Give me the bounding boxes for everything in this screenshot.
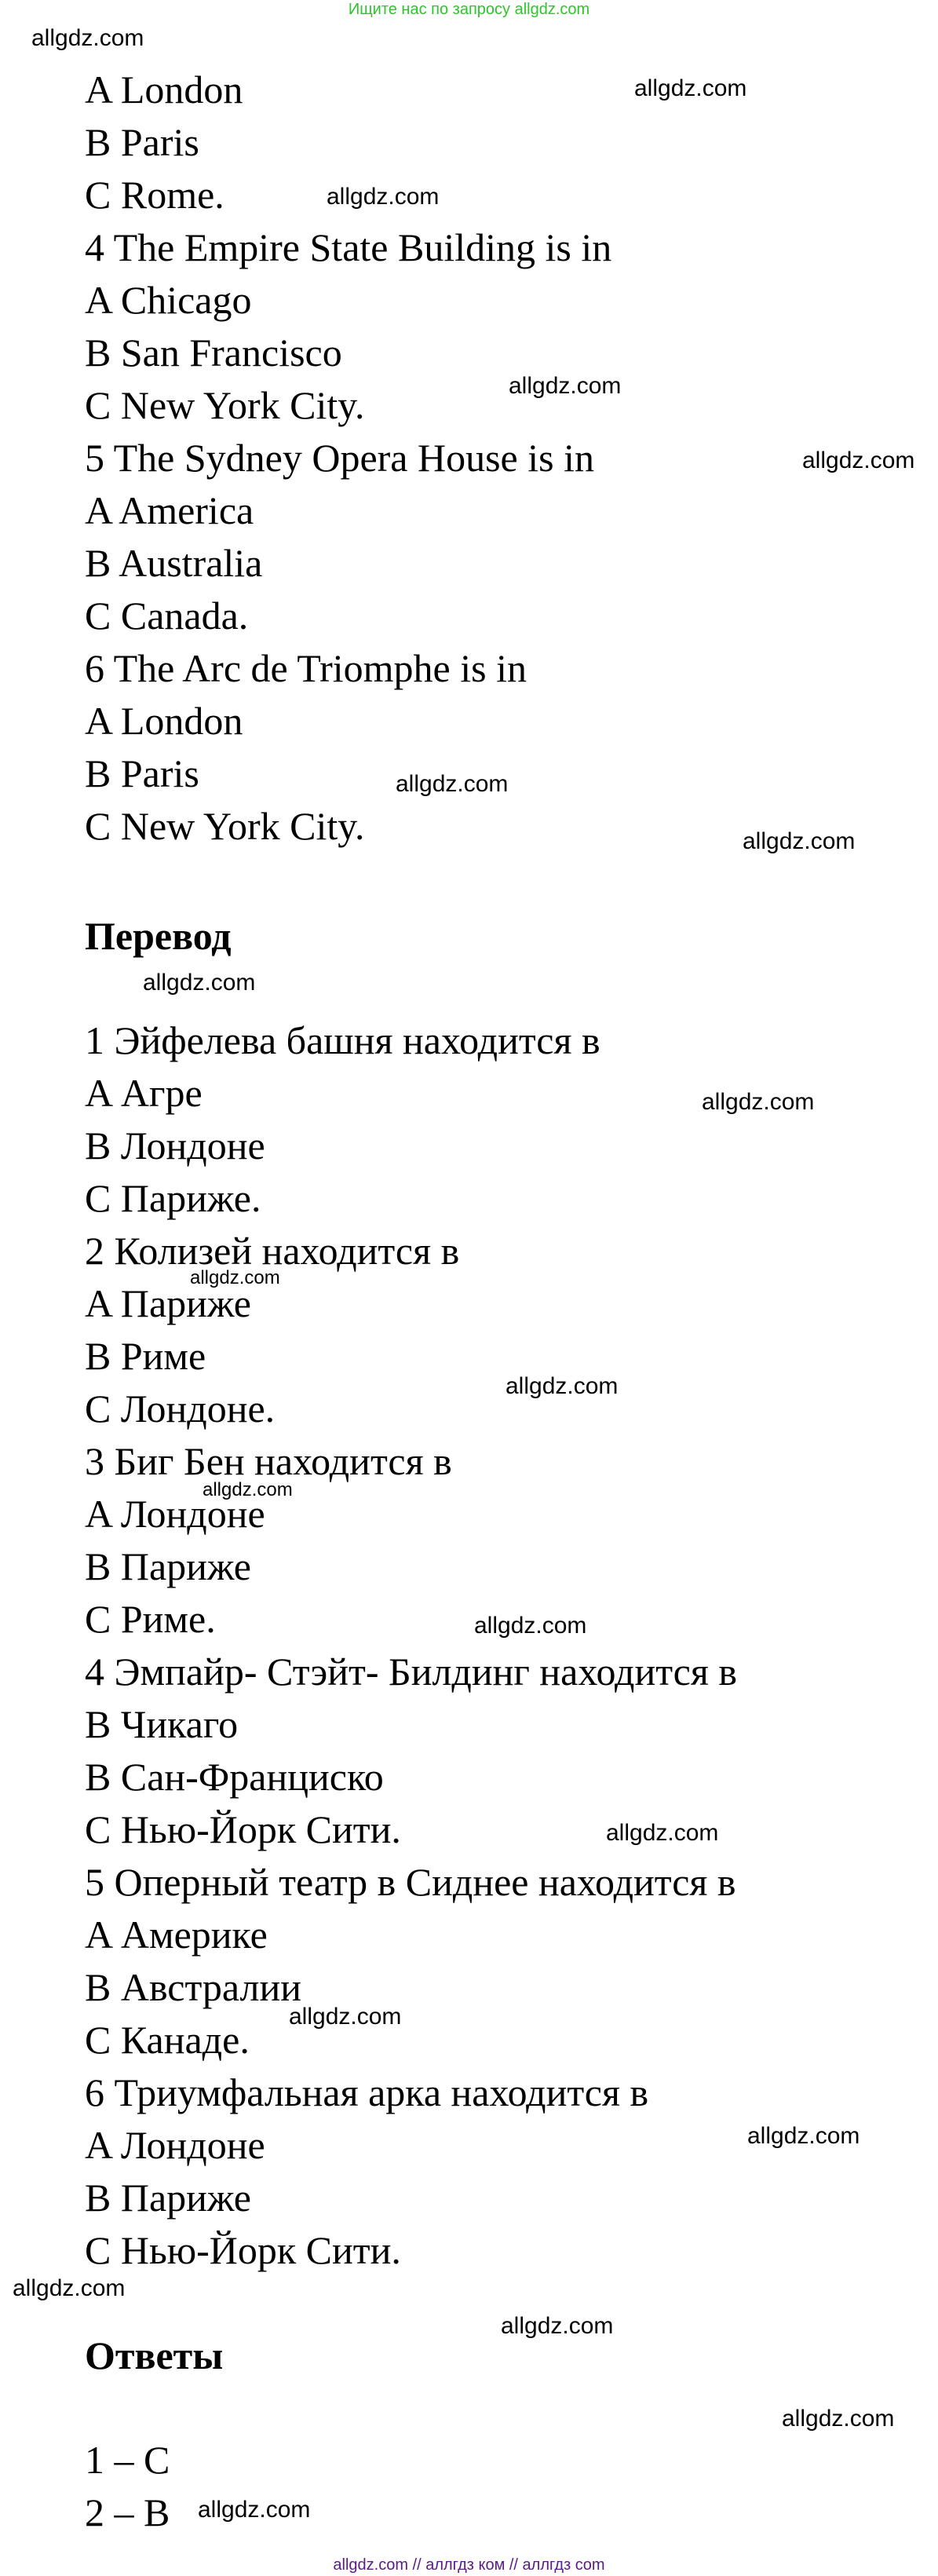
text-line: 4 The Empire State Building is in bbox=[85, 225, 612, 269]
watermark: allgdz.com bbox=[13, 2275, 126, 2301]
watermark: allgdz.com bbox=[289, 2004, 402, 2030]
text-line: B San Francisco bbox=[85, 331, 342, 375]
text-line: B Австралии bbox=[85, 1965, 302, 2009]
watermark: allgdz.com bbox=[474, 1613, 587, 1639]
watermark: allgdz.com bbox=[31, 25, 144, 51]
text-line: A Лондоне bbox=[85, 2123, 265, 2167]
text-line: C Риме. bbox=[85, 1597, 216, 1641]
text-line: A London bbox=[85, 68, 243, 111]
text-line: C Нью-Йорк Сити. bbox=[85, 1807, 401, 1851]
watermark: allgdz.com bbox=[702, 1089, 815, 1115]
watermark: allgdz.com bbox=[327, 184, 440, 210]
text-line: C Лондоне. bbox=[85, 1387, 276, 1431]
text-line: C Париже. bbox=[85, 1176, 261, 1220]
text-line: 6 The Arc de Triomphe is in bbox=[85, 646, 527, 690]
watermark: allgdz.com bbox=[396, 771, 509, 797]
text-line: B Paris bbox=[85, 120, 199, 164]
translation-heading: Перевод bbox=[85, 914, 232, 958]
watermark: allgdz.com bbox=[190, 1267, 280, 1288]
bottom-banner[interactable]: allgdz.com // аллгдз ком // аллгдз com bbox=[333, 2556, 605, 2574]
watermark: allgdz.com bbox=[203, 1479, 293, 1500]
text-line: A Париже bbox=[85, 1281, 251, 1325]
text-line: A London bbox=[85, 699, 243, 743]
text-line: C New York City. bbox=[85, 383, 365, 427]
watermark: allgdz.com bbox=[606, 1820, 719, 1846]
text-line: B Париже bbox=[85, 1544, 251, 1588]
watermark: allgdz.com bbox=[743, 828, 856, 854]
watermark: allgdz.com bbox=[782, 2406, 895, 2432]
answer-line: 2 – B bbox=[85, 2490, 170, 2534]
text-line: 2 Колизей находится в bbox=[85, 1229, 460, 1273]
text-line: B Чикаго bbox=[85, 1702, 239, 1746]
text-line: B Australia bbox=[85, 541, 263, 585]
text-line: C Rome. bbox=[85, 173, 224, 217]
text-line: C Канаде. bbox=[85, 2018, 250, 2062]
watermark: allgdz.com bbox=[747, 2123, 860, 2149]
text-line: B Риме bbox=[85, 1334, 206, 1378]
watermark: allgdz.com bbox=[143, 970, 256, 996]
text-line: 5 The Sydney Opera House is in bbox=[85, 436, 594, 480]
text-line: 6 Триумфальная арка находится в bbox=[85, 2070, 649, 2114]
text-line: A America bbox=[85, 488, 254, 532]
text-line: 1 Эйфелева башня находится в bbox=[85, 1018, 600, 1062]
watermark: allgdz.com bbox=[634, 75, 747, 101]
watermark: allgdz.com bbox=[198, 2497, 311, 2523]
text-line: C Canada. bbox=[85, 594, 249, 638]
answer-line: 1 – C bbox=[85, 2438, 170, 2482]
watermark: allgdz.com bbox=[505, 1373, 619, 1399]
text-line: B Лондоне bbox=[85, 1124, 265, 1167]
text-line: 5 Оперный театр в Сиднее находится в bbox=[85, 1860, 736, 1904]
watermark: allgdz.com bbox=[802, 448, 915, 473]
text-line: B Paris bbox=[85, 751, 199, 795]
text-line: A Лондоне bbox=[85, 1492, 265, 1536]
text-line: A Chicago bbox=[85, 278, 252, 322]
watermark: allgdz.com bbox=[509, 373, 622, 399]
text-line: B Париже bbox=[85, 2176, 251, 2220]
answers-heading: Ответы bbox=[85, 2333, 224, 2377]
text-line: A Америке bbox=[85, 1913, 268, 1957]
text-line: 3 Биг Бен находится в bbox=[85, 1439, 452, 1483]
text-line: B Сан-Франциско bbox=[85, 1755, 384, 1799]
text-line: C Нью-Йорк Сити. bbox=[85, 2228, 401, 2272]
watermark: allgdz.com bbox=[501, 2313, 614, 2339]
text-line: A Агре bbox=[85, 1071, 203, 1115]
top-banner[interactable]: Ищите нас по запросу allgdz.com bbox=[348, 1, 590, 18]
text-line: 4 Эмпайр- Стэйт- Билдинг находится в bbox=[85, 1650, 737, 1694]
text-line: C New York City. bbox=[85, 804, 365, 848]
